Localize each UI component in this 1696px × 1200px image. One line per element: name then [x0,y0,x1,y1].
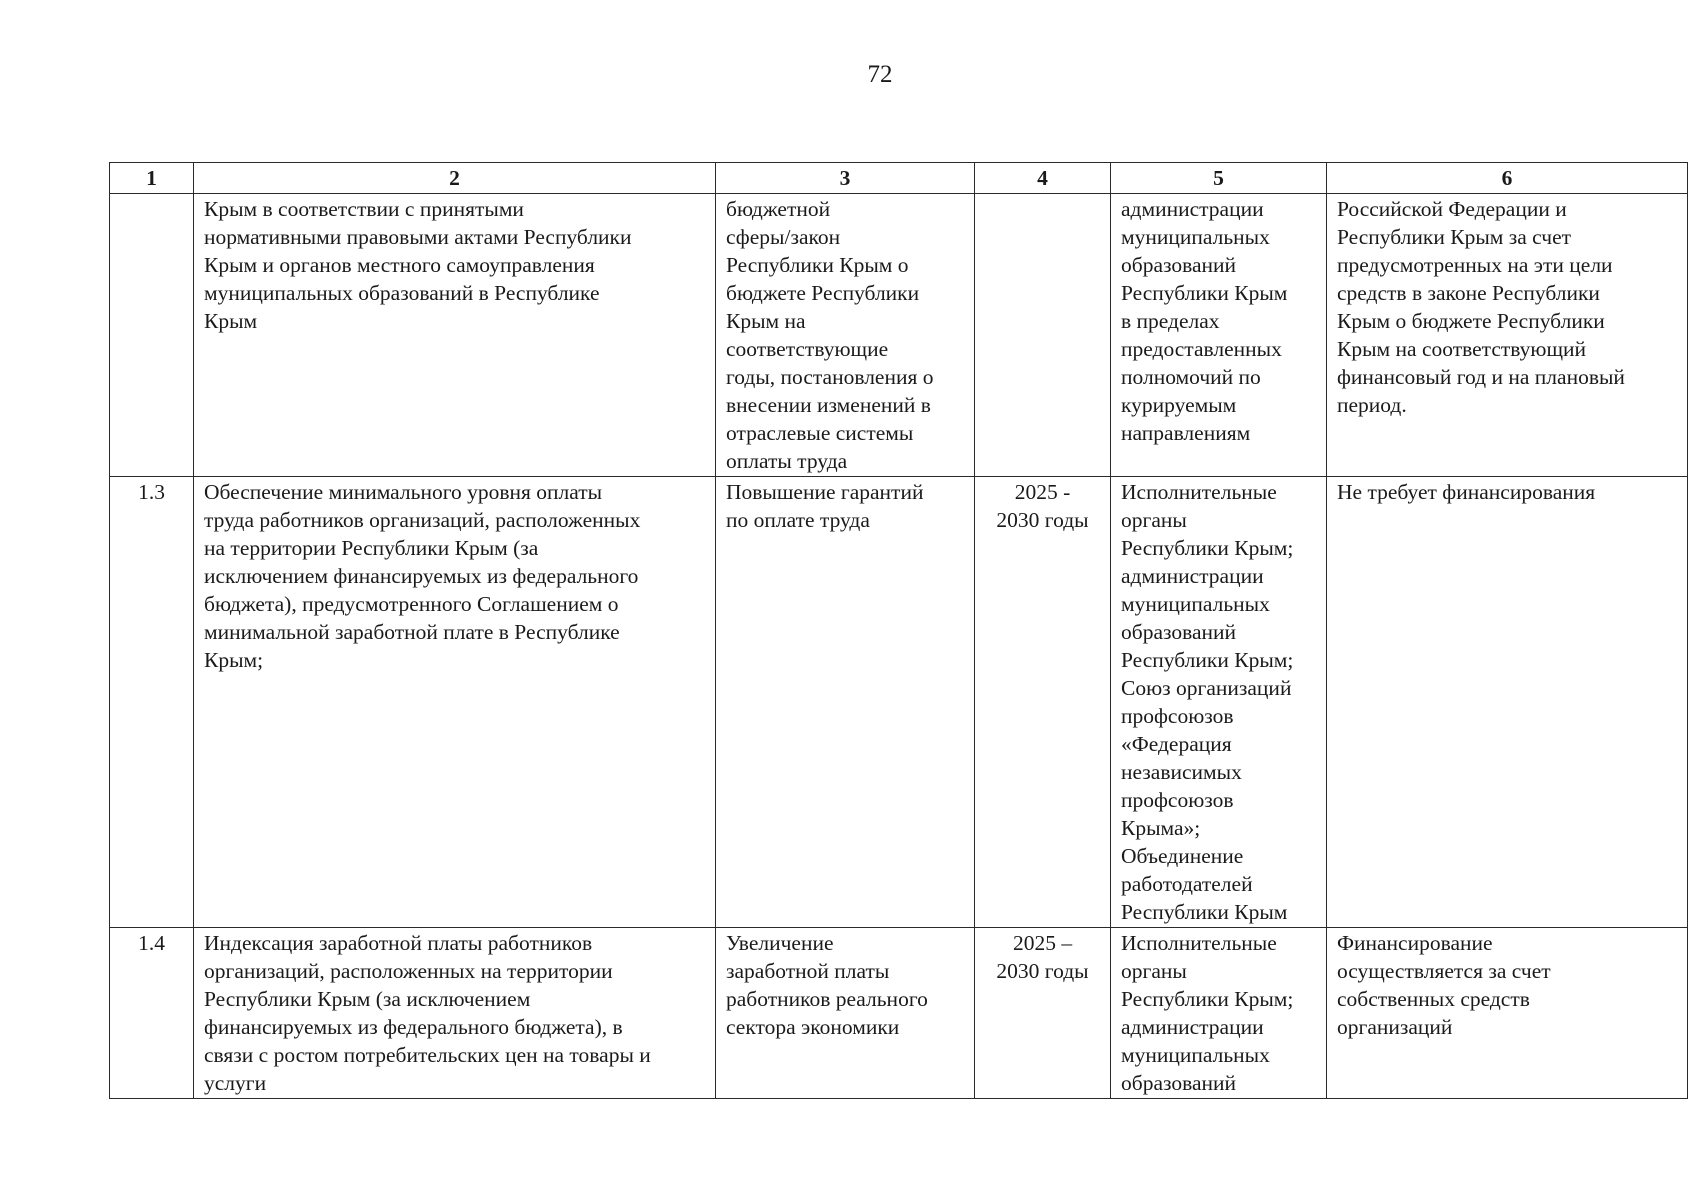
row-number-cell: 1.4 [110,928,194,1099]
result-cell: Увеличение заработной платы работников реального сектора экономики [716,928,975,1099]
table-row [110,928,1688,1099]
executors-cell: администрации муниципальных образований Республики Крым в пределах предоставленных полномочий по курируемым направлениям [1111,194,1327,477]
executors-cell: Исполнительные органы Республики Крым; администрации муниципальных образований Республики Крым; Союз организаций профсоюзов «Федерация независимых профсоюзов Крыма»; Объединение работодателей Республики Крым [1111,477,1327,928]
column-header-6: 6 [1327,163,1688,194]
table-header-row [110,163,1688,194]
funding-cell: Финансирование осуществляется за счет собственных средств организаций [1327,928,1688,1099]
funding-cell: Не требует финансирования [1327,477,1688,928]
executors-cell: Исполнительные органы Республики Крым; администрации муниципальных образований [1111,928,1327,1099]
column-header-4: 4 [975,163,1111,194]
period-cell: 2025 - 2030 годы [975,477,1111,928]
column-header-2: 2 [194,163,716,194]
row-number-cell: 1.3 [110,477,194,928]
column-header-3: 3 [716,163,975,194]
period-cell: 2025 – 2030 годы [975,928,1111,1099]
measures-table [109,162,1688,1099]
column-header-5: 5 [1111,163,1327,194]
row-number-cell [110,194,194,477]
measure-cell: Обеспечение минимального уровня оплаты труда работников организаций, расположенных на территории Республики Крым (за исключением финансируемых из федерального бюджета), предусмотренного Соглашением о минимальной заработной плате в Республике Крым; [194,477,716,928]
measure-cell: Индексация заработной платы работников организаций, расположенных на территории Республики Крым (за исключением финансируемых из федерального бюджета), в связи с ростом потребительских цен на товары и услуги [194,928,716,1099]
column-header-1: 1 [110,163,194,194]
result-cell: Повышение гарантий по оплате труда [716,477,975,928]
measure-cell: Крым в соответствии с принятыми нормативными правовыми актами Республики Крым и органов местного самоуправления муниципальных образований в Республике Крым [194,194,716,477]
funding-cell: Российской Федерации и Республики Крым за счет предусмотренных на эти цели средств в законе Республики Крым о бюджете Республики Крым на соответствующий финансовый год и на плановый период. [1327,194,1688,477]
result-cell: бюджетной сферы/закон Республики Крым о бюджете Республики Крым на соответствующие годы, постановления о внесении изменений в отраслевые системы оплаты труда [716,194,975,477]
table-row [110,194,1688,477]
period-cell [975,194,1111,477]
table-row [110,477,1688,928]
page-number: 72 [867,61,893,88]
